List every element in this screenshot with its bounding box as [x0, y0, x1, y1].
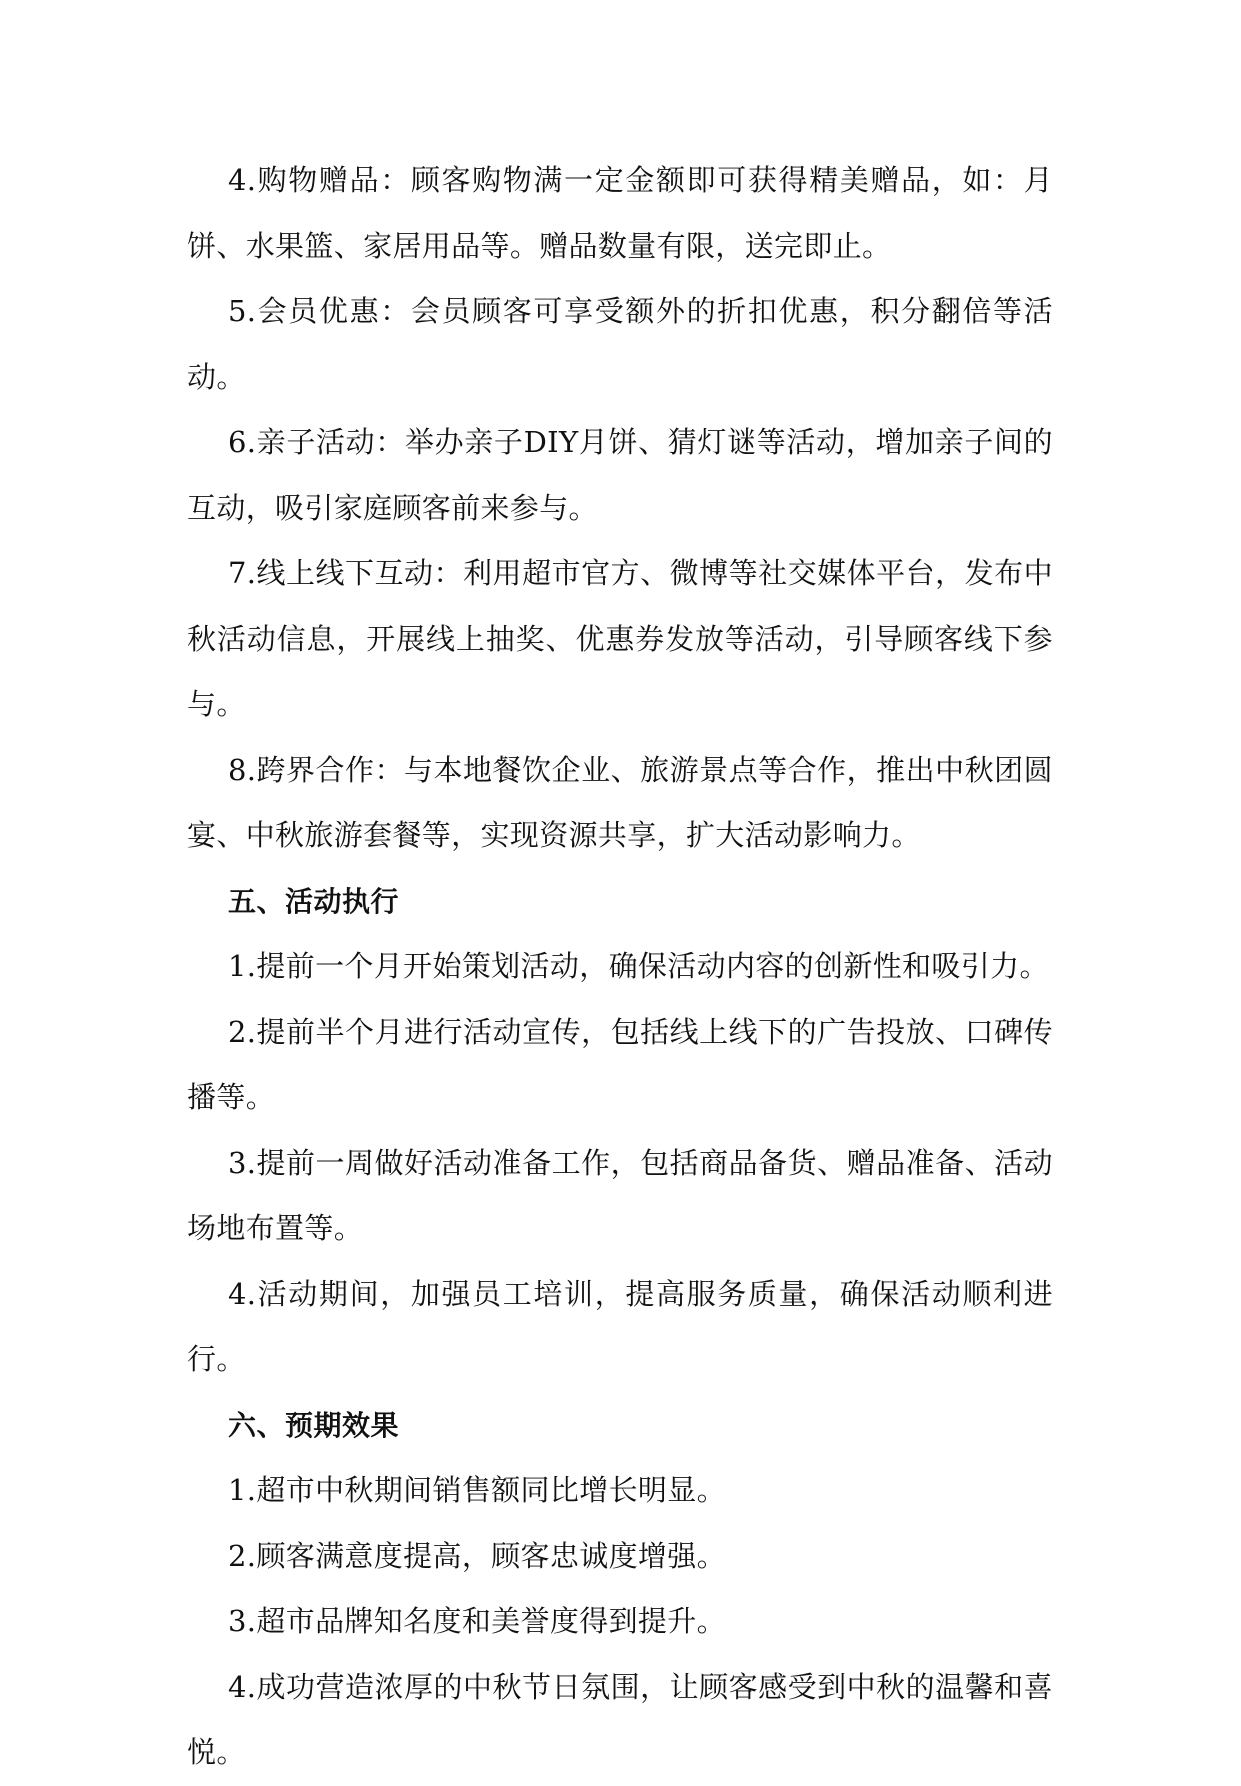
paragraph-family-activity: 6.亲子活动：举办亲子DIY月饼、猜灯谜等活动，增加亲子间的互动，吸引家庭顾客前来参与。: [187, 425, 1053, 525]
execution-item: 2.提前半个月进行活动宣传，包括线上线下的广告投放、口碑传播等。: [187, 1014, 1053, 1114]
paragraph-crossover: 8.跨界合作：与本地餐饮企业、旅游景点等合作，推出中秋团圆宴、中秋旅游套餐等，实现资源共享，扩大活动影响力。: [187, 752, 1053, 852]
result-item: 4.成功营造浓厚的中秋节日氛围，让顾客感受到中秋的温馨和喜悦。: [187, 1669, 1053, 1769]
result-item: 2.顾客满意度提高，顾客忠诚度增强。: [228, 1538, 726, 1573]
document-body: [187, 148, 1053, 1786]
section-heading-expected-results: 六、预期效果: [228, 1408, 400, 1442]
result-item: 1.超市中秋期间销售额同比增长明显。: [228, 1473, 726, 1507]
paragraph-gifts: 4.购物赠品：顾客购物满一定金额即可获得精美赠品，如：月饼、水果篮、家居用品等。赠品数量有限，送完即止。: [187, 163, 1053, 263]
execution-item: 4.活动期间，加强员工培训，提高服务质量，确保活动顺利进行。: [187, 1276, 1053, 1376]
section-heading-execution: 五、活动执行: [228, 884, 400, 918]
execution-item: 3.提前一周做好活动准备工作，包括商品备货、赠品准备、活动场地布置等。: [187, 1145, 1053, 1245]
execution-item: 1.提前一个月开始策划活动，确保活动内容的创新性和吸引力。: [228, 949, 1049, 983]
paragraph-online-offline: 7.线上线下互动：利用超市官方、微博等社交媒体平台，发布中秋活动信息，开展线上抽奖、优惠券发放等活动，引导顾客线下参与。: [187, 556, 1053, 721]
paragraph-member-discount: 5.会员优惠：会员顾客可享受额外的折扣优惠，积分翻倍等活动。: [187, 294, 1053, 394]
result-item: 3.超市品牌知名度和美誉度得到提升。: [228, 1604, 726, 1638]
